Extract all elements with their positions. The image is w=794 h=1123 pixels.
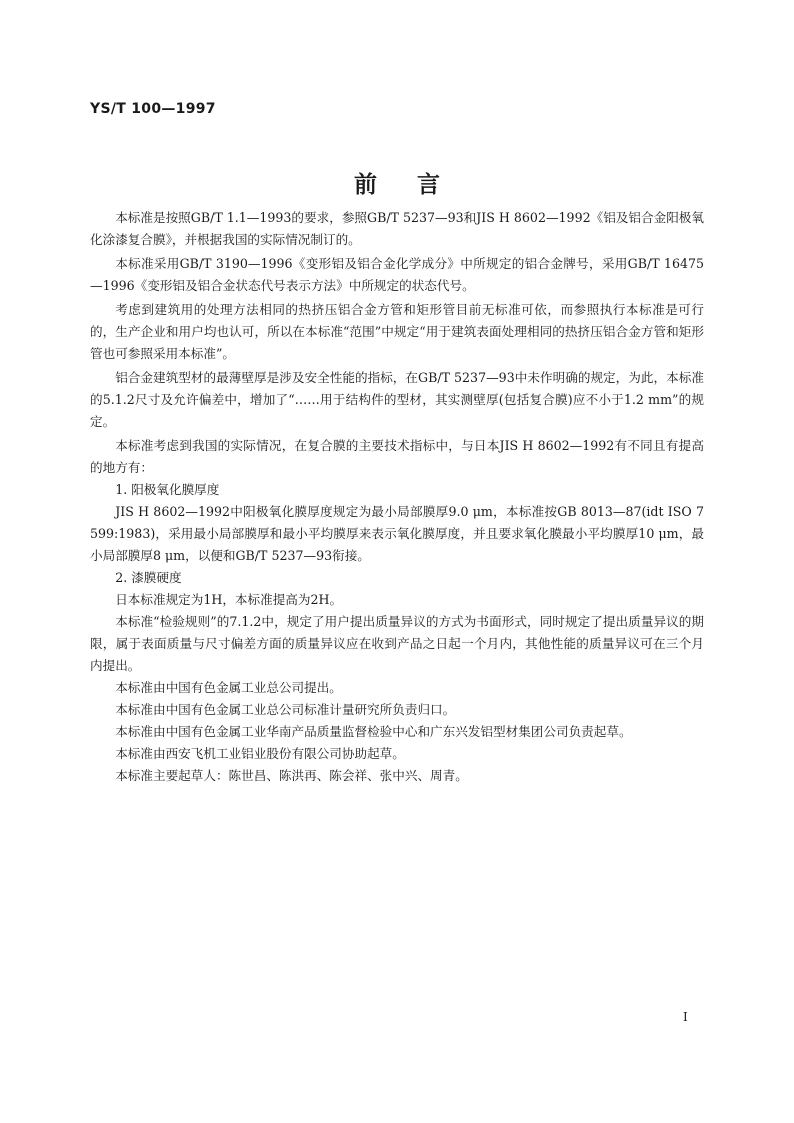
paragraph-centralized: 本标准由中国有色金属工业总公司标准计量研究所负责归口。: [115, 702, 456, 717]
paragraph-inspection-rules: 本标准“检验规则”的7.1.2中，规定了用户提出质量异议的方式为书面形式，同时规定了提出质量异议的期限，属于表面质量与尺寸偏差方面的质量异议应在收到产品之日起一个月内，其他性能的质量异议可在三个月内提出。: [90, 614, 704, 673]
page-title: 前言: [354, 171, 480, 198]
paragraph-assisting-unit: 本标准由西安飞机工业铝业股份有限公司协助起草。: [115, 746, 405, 761]
list-item-paint-hardness: 2. 漆膜硬度: [115, 570, 182, 585]
paragraph-proposer: 本标准由中国有色金属工业总公司提出。: [115, 680, 342, 695]
paragraph-wall-thickness: 铝合金建筑型材的最薄壁厚是涉及安全性能的指标，在GB/T 5237—93中未作明确的规定，为此，本标准的5.1.2尺寸及允许偏差中，增加了“……用于结构件的型材，其实测壁厚(包括复合膜)应不小于1.2 mm”的规定。: [90, 370, 704, 429]
paragraph-anodic-film-detail: JIS H 8602—1992中阳极氧化膜厚度规定为最小局部膜厚9.0 μm，本标准按GB 8013—87(idt ISO 7599:1983)，采用最小局部膜厚和最小平均膜厚来表示氧化膜厚度，并且要求氧化膜最小平均膜厚10 μm，最小局部膜厚8 μm，以便和GB/T 5237—93衔接。: [90, 504, 704, 563]
paragraph-differences: 本标准考虑到我国的实际情况，在复合膜的主要技术指标中，与日本JIS H 8602—1992有不同且有提高的地方有：: [90, 438, 704, 475]
paragraph-basis: 本标准是按照GB/T 1.1—1993的要求，参照GB/T 5237—93和JIS H 8602—1992《铝及铝合金阳极氧化涂漆复合膜》，并根据我国的实际情况制订的。: [90, 210, 704, 247]
list-item-anodic-film: 1. 阳极氧化膜厚度: [115, 482, 220, 497]
foreword-body: [90, 207, 704, 787]
document-code: YS/T 100—1997: [90, 101, 216, 117]
paragraph-alloy-grades: 本标准采用GB/T 3190—1996《变形铝及铝合金化学成分》中所规定的铝合金牌号，采用GB/T 16475—1996《变形铝及铝合金状态代号表示方法》中所规定的状态代号。: [90, 256, 704, 293]
paragraph-drafting-units: 本标准由中国有色金属工业华南产品质量监督检验中心和广东兴发铝型材集团公司负责起草。: [115, 724, 632, 739]
paragraph-paint-hardness-detail: 日本标准规定为1H，本标准提高为2H。: [115, 592, 343, 607]
paragraph-scope-tubes: 考虑到建筑用的处理方法相同的热挤压铝合金方管和矩形管目前无标准可依，而参照执行本标准是可行的，生产企业和用户均也认可，所以在本标准“范围”中规定“用于建筑表面处理相同的热挤压铝合金方管和矩形管也可参照采用本标准”。: [90, 302, 704, 361]
paragraph-drafters: 本标准主要起草人：陈世昌、陈洪再、陈会祥、张中兴、周青。: [115, 768, 468, 783]
page-number: I: [683, 1010, 688, 1024]
